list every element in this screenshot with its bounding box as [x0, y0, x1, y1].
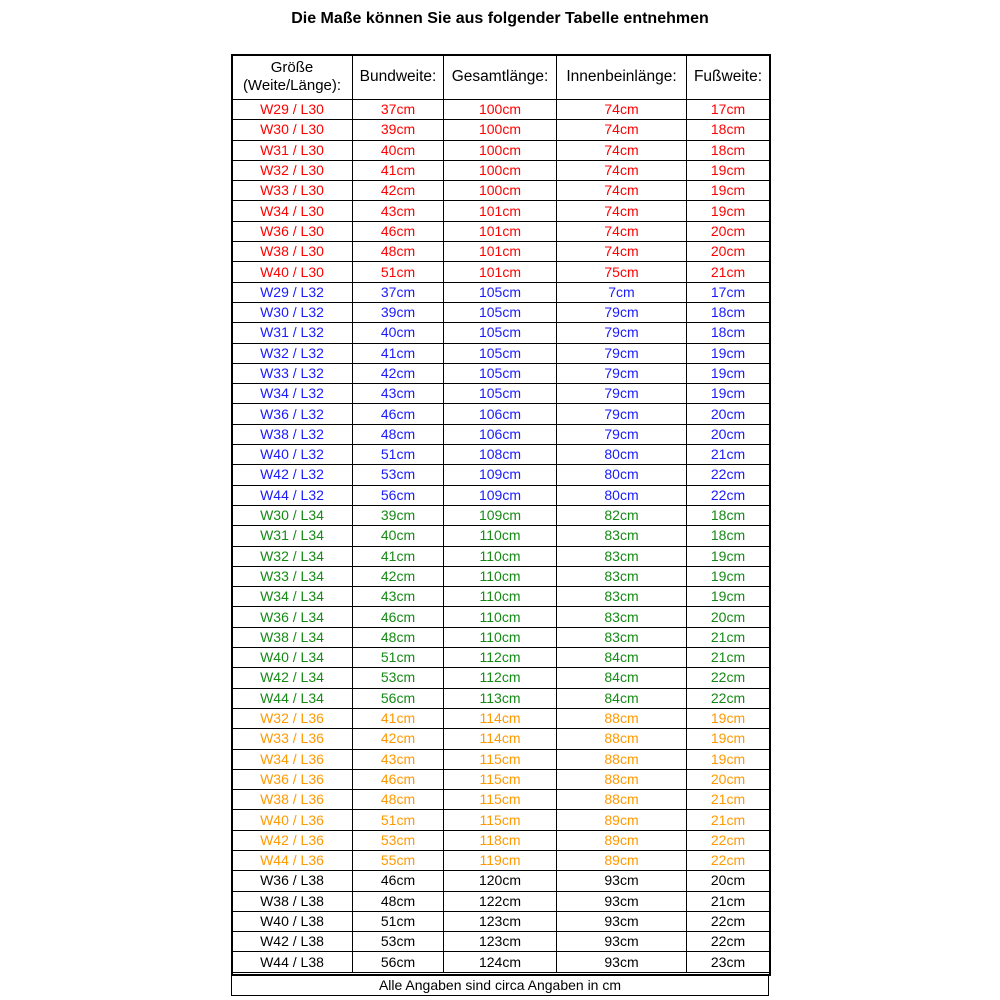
- hem-width-cell: 17cm: [687, 282, 770, 302]
- size-cell: W34 / L32: [232, 384, 353, 404]
- table-row: [232, 850, 770, 870]
- waist-cell: 46cm: [353, 769, 444, 789]
- size-cell: W42 / L36: [232, 830, 353, 850]
- size-cell: W36 / L32: [232, 404, 353, 424]
- table-row: [232, 140, 770, 160]
- hem-width-cell: 19cm: [687, 160, 770, 180]
- hem-width-cell: 22cm: [687, 932, 770, 952]
- waist-cell: 37cm: [353, 100, 444, 120]
- inseam-cell: 80cm: [557, 445, 687, 465]
- hem-width-cell: 19cm: [687, 343, 770, 363]
- waist-cell: 37cm: [353, 282, 444, 302]
- waist-cell: 41cm: [353, 546, 444, 566]
- total-length-cell: 100cm: [444, 140, 557, 160]
- total-length-cell: 122cm: [444, 891, 557, 911]
- hem-width-cell: 18cm: [687, 505, 770, 525]
- size-cell: W33 / L34: [232, 566, 353, 586]
- table-row: [232, 120, 770, 140]
- size-table: [231, 54, 770, 973]
- table-row: [232, 708, 770, 728]
- hem-width-cell: 19cm: [687, 587, 770, 607]
- table-row: [232, 181, 770, 201]
- table-row: [232, 100, 770, 120]
- table-row: [232, 445, 770, 465]
- hem-width-cell: 18cm: [687, 120, 770, 140]
- total-length-cell: 105cm: [444, 384, 557, 404]
- hem-width-cell: 19cm: [687, 749, 770, 769]
- size-cell: W31 / L34: [232, 526, 353, 546]
- hem-width-cell: 21cm: [687, 891, 770, 911]
- table-row: [232, 485, 770, 505]
- table-row: [232, 404, 770, 424]
- size-cell: W33 / L32: [232, 363, 353, 383]
- inseam-cell: 83cm: [557, 607, 687, 627]
- hem-width-cell: 22cm: [687, 465, 770, 485]
- total-length-cell: 108cm: [444, 445, 557, 465]
- total-length-cell: 101cm: [444, 242, 557, 262]
- table-row: [232, 729, 770, 749]
- size-cell: W32 / L34: [232, 546, 353, 566]
- hem-width-cell: 19cm: [687, 729, 770, 749]
- inseam-cell: 84cm: [557, 668, 687, 688]
- size-cell: W38 / L38: [232, 891, 353, 911]
- inseam-cell: 89cm: [557, 850, 687, 870]
- size-cell: W36 / L34: [232, 607, 353, 627]
- inseam-cell: 83cm: [557, 627, 687, 647]
- waist-cell: 42cm: [353, 566, 444, 586]
- table-row: [232, 830, 770, 850]
- inseam-cell: 88cm: [557, 749, 687, 769]
- size-cell: W42 / L32: [232, 465, 353, 485]
- table-row: [232, 160, 770, 180]
- inseam-cell: 74cm: [557, 242, 687, 262]
- waist-cell: 51cm: [353, 810, 444, 830]
- inseam-cell: 74cm: [557, 140, 687, 160]
- waist-cell: 43cm: [353, 749, 444, 769]
- hem-width-cell: 21cm: [687, 648, 770, 668]
- table-row: [232, 323, 770, 343]
- hem-width-cell: 18cm: [687, 526, 770, 546]
- size-cell: W40 / L38: [232, 911, 353, 931]
- table-header-row: [232, 55, 770, 100]
- total-length-cell: 110cm: [444, 587, 557, 607]
- size-cell: W40 / L36: [232, 810, 353, 830]
- total-length-cell: 115cm: [444, 790, 557, 810]
- inseam-cell: 79cm: [557, 302, 687, 322]
- waist-cell: 48cm: [353, 424, 444, 444]
- waist-cell: 51cm: [353, 911, 444, 931]
- table-row: [232, 424, 770, 444]
- hem-width-cell: 18cm: [687, 140, 770, 160]
- table-row: [232, 607, 770, 627]
- waist-cell: 40cm: [353, 526, 444, 546]
- hem-width-cell: 22cm: [687, 688, 770, 708]
- total-length-cell: 113cm: [444, 688, 557, 708]
- table-body: [232, 100, 770, 973]
- hem-width-cell: 19cm: [687, 201, 770, 221]
- waist-cell: 42cm: [353, 729, 444, 749]
- waist-cell: 40cm: [353, 140, 444, 160]
- waist-cell: 46cm: [353, 221, 444, 241]
- table-row: [232, 810, 770, 830]
- table-row: [232, 465, 770, 485]
- table-row: [232, 627, 770, 647]
- inseam-cell: 79cm: [557, 363, 687, 383]
- inseam-cell: 80cm: [557, 485, 687, 505]
- inseam-cell: 93cm: [557, 891, 687, 911]
- size-cell: W34 / L30: [232, 201, 353, 221]
- inseam-cell: 93cm: [557, 871, 687, 891]
- size-cell: W34 / L34: [232, 587, 353, 607]
- table-row: [232, 911, 770, 931]
- footer-note: Alle Angaben sind circa Angaben in cm: [231, 975, 769, 996]
- page-title: Die Maße können Sie aus folgender Tabelle entnehmen: [291, 10, 709, 27]
- total-length-cell: 112cm: [444, 668, 557, 688]
- hem-width-cell: 20cm: [687, 221, 770, 241]
- inseam-cell: 93cm: [557, 911, 687, 931]
- size-cell: W44 / L38: [232, 952, 353, 972]
- size-cell: W36 / L30: [232, 221, 353, 241]
- waist-cell: 46cm: [353, 404, 444, 424]
- size-cell: W31 / L30: [232, 140, 353, 160]
- size-cell: W42 / L34: [232, 668, 353, 688]
- size-cell: W32 / L30: [232, 160, 353, 180]
- table-row: [232, 749, 770, 769]
- inseam-cell: 83cm: [557, 587, 687, 607]
- waist-cell: 39cm: [353, 505, 444, 525]
- waist-cell: 53cm: [353, 465, 444, 485]
- waist-cell: 43cm: [353, 384, 444, 404]
- hem-width-cell: 20cm: [687, 769, 770, 789]
- total-length-cell: 115cm: [444, 810, 557, 830]
- size-cell: W42 / L38: [232, 932, 353, 952]
- hem-width-cell: 20cm: [687, 871, 770, 891]
- waist-cell: 39cm: [353, 120, 444, 140]
- size-cell: W31 / L32: [232, 323, 353, 343]
- table-row: [232, 769, 770, 789]
- waist-cell: 53cm: [353, 830, 444, 850]
- size-cell: W38 / L30: [232, 242, 353, 262]
- inseam-cell: 84cm: [557, 688, 687, 708]
- waist-cell: 43cm: [353, 587, 444, 607]
- inseam-cell: 74cm: [557, 221, 687, 241]
- table-row: [232, 363, 770, 383]
- table-row: [232, 384, 770, 404]
- total-length-cell: 110cm: [444, 526, 557, 546]
- waist-cell: 39cm: [353, 302, 444, 322]
- inseam-cell: 74cm: [557, 160, 687, 180]
- header-size-line2: (Weite/Länge):: [242, 77, 342, 94]
- hem-width-cell: 22cm: [687, 668, 770, 688]
- total-length-cell: 123cm: [444, 932, 557, 952]
- waist-cell: 41cm: [353, 343, 444, 363]
- hem-width-cell: 20cm: [687, 404, 770, 424]
- total-length-cell: 101cm: [444, 201, 557, 221]
- inseam-cell: 89cm: [557, 830, 687, 850]
- inseam-cell: 80cm: [557, 465, 687, 485]
- total-length-cell: 120cm: [444, 871, 557, 891]
- table-row: [232, 302, 770, 322]
- table-row: [232, 688, 770, 708]
- waist-cell: 42cm: [353, 363, 444, 383]
- inseam-cell: 75cm: [557, 262, 687, 282]
- total-length-cell: 110cm: [444, 627, 557, 647]
- table-row: [232, 932, 770, 952]
- total-length-cell: 118cm: [444, 830, 557, 850]
- waist-cell: 41cm: [353, 708, 444, 728]
- inseam-cell: 88cm: [557, 769, 687, 789]
- hem-width-cell: 19cm: [687, 363, 770, 383]
- size-cell: W33 / L36: [232, 729, 353, 749]
- inseam-cell: 88cm: [557, 729, 687, 749]
- table-row: [232, 343, 770, 363]
- total-length-cell: 106cm: [444, 404, 557, 424]
- total-length-cell: 114cm: [444, 729, 557, 749]
- total-length-cell: 100cm: [444, 120, 557, 140]
- total-length-cell: 101cm: [444, 221, 557, 241]
- total-length-cell: 100cm: [444, 100, 557, 120]
- inseam-cell: 93cm: [557, 932, 687, 952]
- size-cell: W40 / L32: [232, 445, 353, 465]
- header-hem-width: Fußweite:: [687, 55, 770, 100]
- total-length-cell: 115cm: [444, 769, 557, 789]
- size-cell: W30 / L34: [232, 505, 353, 525]
- total-length-cell: 105cm: [444, 363, 557, 383]
- waist-cell: 46cm: [353, 607, 444, 627]
- hem-width-cell: 17cm: [687, 100, 770, 120]
- hem-width-cell: 23cm: [687, 952, 770, 972]
- inseam-cell: 88cm: [557, 790, 687, 810]
- size-cell: W38 / L36: [232, 790, 353, 810]
- waist-cell: 51cm: [353, 648, 444, 668]
- hem-width-cell: 19cm: [687, 384, 770, 404]
- total-length-cell: 119cm: [444, 850, 557, 870]
- hem-width-cell: 21cm: [687, 262, 770, 282]
- inseam-cell: 89cm: [557, 810, 687, 830]
- inseam-cell: 74cm: [557, 120, 687, 140]
- hem-width-cell: 21cm: [687, 445, 770, 465]
- inseam-cell: 93cm: [557, 952, 687, 972]
- inseam-cell: 84cm: [557, 648, 687, 668]
- total-length-cell: 105cm: [444, 323, 557, 343]
- size-cell: W40 / L34: [232, 648, 353, 668]
- size-cell: W33 / L30: [232, 181, 353, 201]
- size-cell: W34 / L36: [232, 749, 353, 769]
- table-row: [232, 790, 770, 810]
- waist-cell: 48cm: [353, 891, 444, 911]
- total-length-cell: 109cm: [444, 505, 557, 525]
- inseam-cell: 74cm: [557, 181, 687, 201]
- size-cell: W29 / L30: [232, 100, 353, 120]
- table-row: [232, 952, 770, 972]
- total-length-cell: 109cm: [444, 485, 557, 505]
- size-cell: W40 / L30: [232, 262, 353, 282]
- total-length-cell: 101cm: [444, 262, 557, 282]
- table-row: [232, 201, 770, 221]
- size-cell: W44 / L34: [232, 688, 353, 708]
- header-total-length: Gesamtlänge:: [444, 55, 557, 100]
- table-row: [232, 566, 770, 586]
- hem-width-cell: 22cm: [687, 485, 770, 505]
- hem-width-cell: 19cm: [687, 546, 770, 566]
- hem-width-cell: 20cm: [687, 424, 770, 444]
- header-inseam: Innenbeinlänge:: [557, 55, 687, 100]
- inseam-cell: 79cm: [557, 404, 687, 424]
- inseam-cell: 83cm: [557, 526, 687, 546]
- size-cell: W32 / L32: [232, 343, 353, 363]
- header-size-line1: Größe: [270, 59, 314, 76]
- hem-width-cell: 22cm: [687, 830, 770, 850]
- inseam-cell: 79cm: [557, 424, 687, 444]
- inseam-cell: 82cm: [557, 505, 687, 525]
- waist-cell: 51cm: [353, 445, 444, 465]
- total-length-cell: 124cm: [444, 952, 557, 972]
- size-cell: W30 / L32: [232, 302, 353, 322]
- hem-width-cell: 21cm: [687, 627, 770, 647]
- waist-cell: 48cm: [353, 790, 444, 810]
- total-length-cell: 110cm: [444, 566, 557, 586]
- table-row: [232, 282, 770, 302]
- inseam-cell: 79cm: [557, 323, 687, 343]
- total-length-cell: 105cm: [444, 282, 557, 302]
- inseam-cell: 74cm: [557, 100, 687, 120]
- size-cell: W44 / L36: [232, 850, 353, 870]
- waist-cell: 46cm: [353, 871, 444, 891]
- total-length-cell: 114cm: [444, 708, 557, 728]
- hem-width-cell: 18cm: [687, 302, 770, 322]
- hem-width-cell: 19cm: [687, 708, 770, 728]
- inseam-cell: 7cm: [557, 282, 687, 302]
- waist-cell: 40cm: [353, 323, 444, 343]
- table-row: [232, 587, 770, 607]
- hem-width-cell: 20cm: [687, 242, 770, 262]
- table-row: [232, 262, 770, 282]
- table-row: [232, 648, 770, 668]
- total-length-cell: 105cm: [444, 302, 557, 322]
- table-row: [232, 891, 770, 911]
- hem-width-cell: 19cm: [687, 181, 770, 201]
- total-length-cell: 100cm: [444, 181, 557, 201]
- size-cell: W38 / L32: [232, 424, 353, 444]
- table-row: [232, 871, 770, 891]
- hem-width-cell: 21cm: [687, 810, 770, 830]
- waist-cell: 43cm: [353, 201, 444, 221]
- waist-cell: 56cm: [353, 485, 444, 505]
- total-length-cell: 109cm: [444, 465, 557, 485]
- waist-cell: 53cm: [353, 932, 444, 952]
- inseam-cell: 74cm: [557, 201, 687, 221]
- table-row: [232, 526, 770, 546]
- waist-cell: 41cm: [353, 160, 444, 180]
- table-row: [232, 668, 770, 688]
- total-length-cell: 110cm: [444, 546, 557, 566]
- table-row: [232, 242, 770, 262]
- size-cell: W32 / L36: [232, 708, 353, 728]
- total-length-cell: 123cm: [444, 911, 557, 931]
- total-length-cell: 105cm: [444, 343, 557, 363]
- waist-cell: 42cm: [353, 181, 444, 201]
- table-row: [232, 546, 770, 566]
- header-waist: Bundweite:: [353, 55, 444, 100]
- total-length-cell: 112cm: [444, 648, 557, 668]
- inseam-cell: 79cm: [557, 343, 687, 363]
- inseam-cell: 83cm: [557, 566, 687, 586]
- waist-cell: 48cm: [353, 627, 444, 647]
- header-size: [232, 55, 353, 100]
- hem-width-cell: 21cm: [687, 790, 770, 810]
- total-length-cell: 106cm: [444, 424, 557, 444]
- total-length-cell: 110cm: [444, 607, 557, 627]
- hem-width-cell: 20cm: [687, 607, 770, 627]
- total-length-cell: 115cm: [444, 749, 557, 769]
- inseam-cell: 88cm: [557, 708, 687, 728]
- total-length-cell: 100cm: [444, 160, 557, 180]
- hem-width-cell: 22cm: [687, 850, 770, 870]
- table-row: [232, 505, 770, 525]
- hem-width-cell: 19cm: [687, 566, 770, 586]
- inseam-cell: 79cm: [557, 384, 687, 404]
- size-cell: W44 / L32: [232, 485, 353, 505]
- waist-cell: 55cm: [353, 850, 444, 870]
- table-row: [232, 221, 770, 241]
- waist-cell: 56cm: [353, 952, 444, 972]
- size-cell: W29 / L32: [232, 282, 353, 302]
- hem-width-cell: 18cm: [687, 323, 770, 343]
- waist-cell: 53cm: [353, 668, 444, 688]
- waist-cell: 56cm: [353, 688, 444, 708]
- size-cell: W30 / L30: [232, 120, 353, 140]
- size-cell: W38 / L34: [232, 627, 353, 647]
- hem-width-cell: 22cm: [687, 911, 770, 931]
- inseam-cell: 83cm: [557, 546, 687, 566]
- waist-cell: 51cm: [353, 262, 444, 282]
- size-cell: W36 / L38: [232, 871, 353, 891]
- waist-cell: 48cm: [353, 242, 444, 262]
- size-cell: W36 / L36: [232, 769, 353, 789]
